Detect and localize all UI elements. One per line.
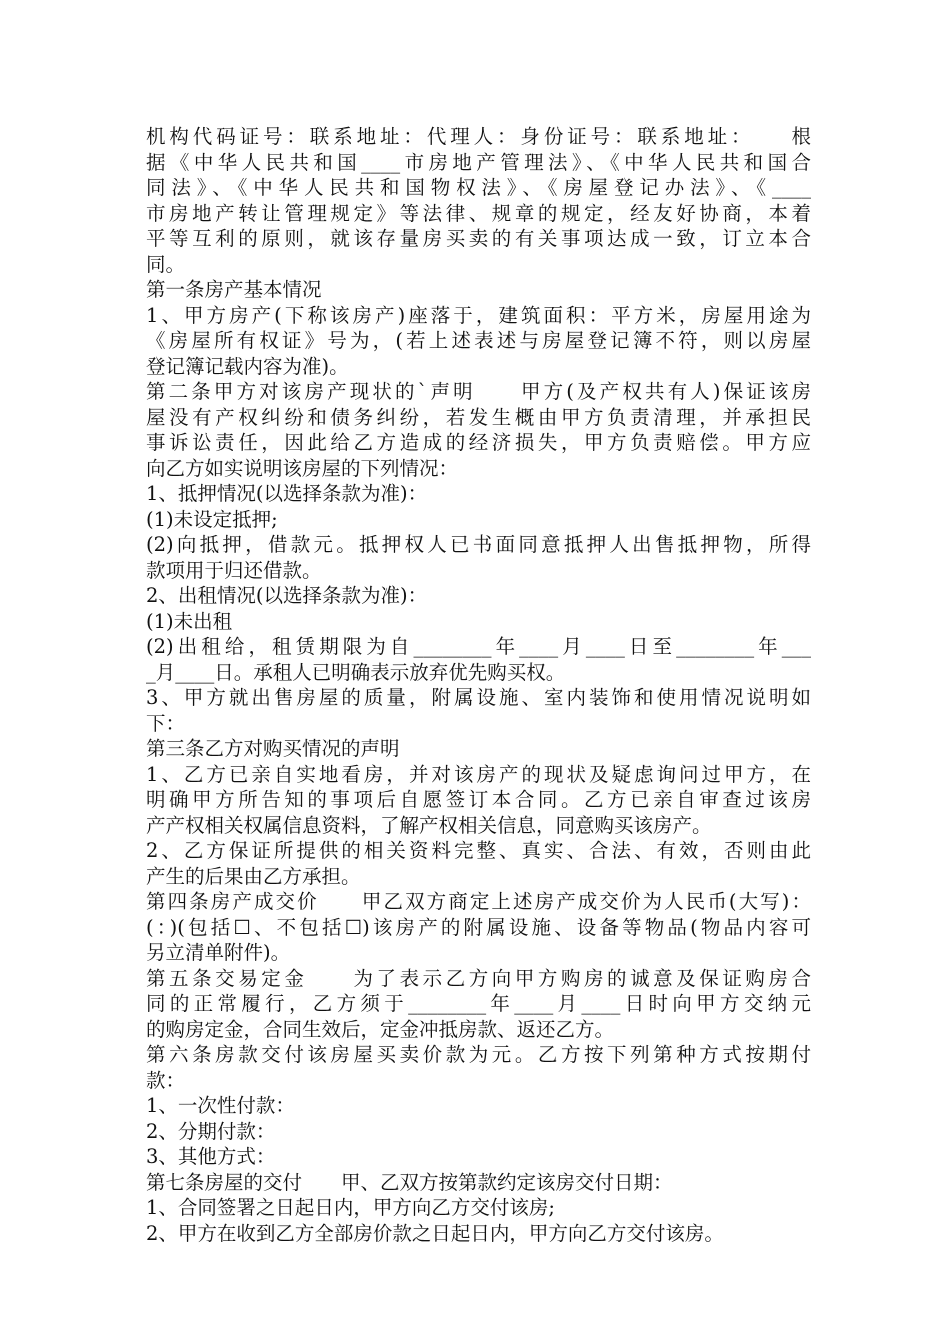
contract-line: 同的正常履行，乙方须于________年____月____日时向甲方交纳元 <box>146 992 811 1015</box>
contract-line: 1、乙方已亲自实地看房，并对该房产的现状及疑虑询问过甲方，在 <box>146 762 811 786</box>
contract-line: 事诉讼责任，因此给乙方造成的经济损失，甲方负责赔偿。甲方应 <box>146 431 811 454</box>
contract-line: (1)未设定抵押; <box>146 507 278 531</box>
contract-line: 1、甲方房产(下称该房产)座落于，建筑面积：平方米，房屋用途为 <box>146 303 811 327</box>
contract-line: 《房屋所有权证》号为，(若上述表述与房屋登记簿不符，则以房屋 <box>146 329 811 352</box>
contract-line: _月____日。承租人已明确表示放弃优先购买权。 <box>146 660 566 684</box>
contract-line: (1)未出租 <box>146 609 233 633</box>
contract-line: 款： <box>146 1068 186 1092</box>
contract-line: (：)(包括☐、不包括☐)该房产的附属设施、设备等物品(物品内容可 <box>146 915 811 939</box>
contract-line: 2、乙方保证所提供的相关资料完整、真实、合法、有效，否则由此 <box>146 839 811 862</box>
contract-line: 据《中华人民共和国____市房地产管理法》、《中华人民共和国合 <box>146 150 811 174</box>
contract-line: 1、一次性付款： <box>146 1094 295 1117</box>
contract-line: 第四条房产成交价 甲乙双方商定上述房产成交价为人民币(大写)： <box>146 890 811 913</box>
contract-text-body <box>146 124 811 1246</box>
contract-line: 的购房定金，合同生效后，定金冲抵房款、返还乙方。 <box>146 1017 615 1041</box>
contract-line: 款项用于归还借款。 <box>146 558 322 582</box>
contract-line: 另立清单附件)。 <box>146 941 291 964</box>
contract-line: 产产权相关权属信息资料，了解产权相关信息，同意购买该房产。 <box>146 813 712 837</box>
contract-line: 第七条房屋的交付 甲、乙双方按第款约定该房交付日期： <box>146 1170 673 1194</box>
contract-line: 2、出租情况(以选择条款为准)： <box>146 584 428 607</box>
contract-line: 机构代码证号：联系地址：代理人：身份证号：联系地址： 根 <box>146 125 811 148</box>
contract-line: 第六条房款交付该房屋买卖价款为元。乙方按下列第种方式按期付 <box>146 1043 811 1066</box>
contract-line: 3、甲方就出售房屋的质量，附属设施、室内装饰和使用情况说明如 <box>146 686 811 709</box>
contract-line: 第一条房产基本情况 <box>146 278 322 301</box>
contract-line: 屋没有产权纠纷和债务纠纷，若发生概由甲方负责清理，并承担民 <box>146 405 811 429</box>
contract-line: 第二条甲方对该房产现状的`声明 甲方(及产权共有人)保证该房 <box>146 380 811 403</box>
contract-line: 明确甲方所告知的事项后自愿签订本合同。乙方已亲自审查过该房 <box>146 788 811 811</box>
contract-line: 第三条乙方对购买情况的声明 <box>146 737 400 760</box>
contract-line: (2)向抵押，借款元。抵押权人已书面同意抵押人出售抵押物，所得 <box>146 533 811 556</box>
contract-line: 3、其他方式： <box>146 1145 276 1168</box>
contract-line: 第五条交易定金 为了表示乙方向甲方购房的诚意及保证购房合 <box>146 966 811 990</box>
contract-line: 下： <box>146 711 186 735</box>
contract-line: 同。 <box>146 252 186 276</box>
contract-line: 1、抵押情况(以选择条款为准)： <box>146 482 428 505</box>
contract-line: (2)出租给，租赁期限为自________年____月____日至________年___ <box>146 635 811 658</box>
contract-line: 平等互利的原则，就该存量房买卖的有关事项达成一致，订立本合 <box>146 227 811 250</box>
contract-line: 同法》、《中华人民共和国物权法》、《房屋登记办法》、《____ <box>146 176 811 199</box>
contract-line: 登记簿记载内容为准)。 <box>146 354 349 378</box>
contract-line: 产生的后果由乙方承担。 <box>146 864 361 888</box>
contract-line: 向乙方如实说明该房屋的下列情况： <box>146 456 459 480</box>
contract-line: 1、合同签署之日起日内，甲方向乙方交付该房; <box>146 1196 555 1219</box>
contract-line: 市房地产转让管理规定》等法律、规章的规定，经友好协商，本着 <box>146 201 811 225</box>
contract-line: 2、分期付款： <box>146 1119 276 1143</box>
contract-line: 2、甲方在收到乙方全部房价款之日起日内，甲方向乙方交付该房。 <box>146 1221 724 1245</box>
